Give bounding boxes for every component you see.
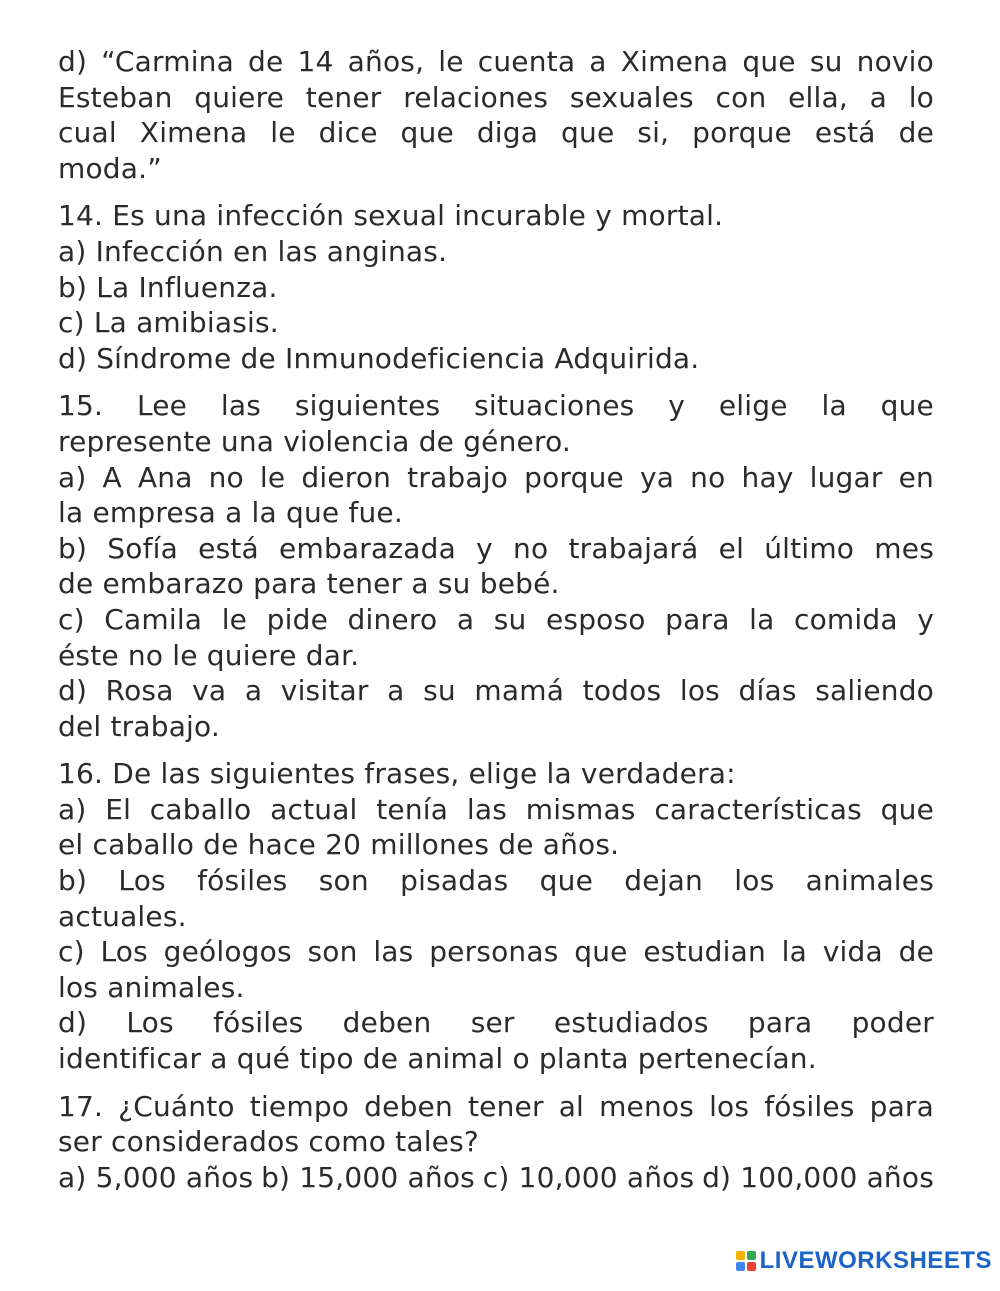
q16-option-d[interactable]: d) Los fósiles deben ser estudiados para poder (58, 1006, 934, 1040)
q13-option-d-line: Esteban quiere tener relaciones sexuales con ella, a lo (58, 80, 934, 114)
q16-option-d[interactable]: identificar a qué tipo de animal o planta pertenecían. (58, 1042, 817, 1076)
q14-option-b[interactable]: b) La Influenza. (58, 270, 278, 304)
logo-square-green (747, 1251, 756, 1260)
q15-option-b[interactable]: b) Sofía está embarazada y no trabajará el último mes (58, 531, 934, 565)
q15-option-d[interactable]: d) Rosa va a visitar a su mamá todos los días saliendo (58, 674, 934, 708)
q17-question: ser considerados como tales? (58, 1125, 479, 1159)
liveworksheets-logo-icon (736, 1251, 756, 1271)
q15-option-c[interactable]: éste no le quiere dar. (58, 638, 360, 672)
q14-option-a[interactable]: a) Infección en las anginas. (58, 234, 448, 268)
q14-question: 14. Es una infección sexual incurable y mortal. (58, 199, 724, 233)
question-14 (58, 198, 934, 376)
q15-option-b[interactable]: de embarazo para tener a su bebé. (58, 567, 560, 601)
liveworksheets-logo-text: LIVEWORKSHEETS (759, 1247, 992, 1274)
q16-question: 16. De las siguientes frases, elige la verdadera: (58, 757, 736, 791)
logo-square-blue (736, 1262, 745, 1271)
q13-option-d-line: cual Ximena le dice que diga que si, porque está de (58, 116, 934, 150)
logo-square-red (747, 1262, 756, 1271)
q17-question: 17. ¿Cuánto tiempo deben tener al menos los fósiles para (58, 1089, 934, 1123)
q15-option-d[interactable]: del trabajo. (58, 709, 220, 743)
q13-option-d-line: moda.” (58, 151, 162, 185)
worksheet-page (58, 44, 934, 1195)
question-16 (58, 756, 934, 1076)
q15-question: 15. Lee las siguientes situaciones y elige la que (58, 389, 934, 423)
q16-option-a[interactable]: a) El caballo actual tenía las mismas características que (58, 792, 934, 826)
q16-option-c[interactable]: c) Los geólogos son las personas que estudian la vida de (58, 935, 934, 969)
q15-option-c[interactable]: c) Camila le pide dinero a su esposo para la comida y (58, 602, 934, 636)
q15-option-a[interactable]: a) A Ana no le dieron trabajo porque ya no hay lugar en (58, 460, 934, 494)
q14-option-d[interactable]: d) Síndrome de Inmunodeficiencia Adquirida. (58, 341, 700, 375)
question-17 (58, 1089, 934, 1196)
q15-question: represente una violencia de género. (58, 424, 572, 458)
q16-option-c[interactable]: los animales. (58, 970, 245, 1004)
q17-option-c[interactable]: c) 10,000 años (482, 1160, 695, 1194)
logo-square-yellow (736, 1251, 745, 1260)
q17-options (58, 1160, 934, 1196)
question-15 (58, 388, 934, 744)
q16-option-b[interactable]: actuales. (58, 899, 187, 933)
q17-option-d[interactable]: d) 100,000 años (702, 1160, 934, 1194)
q17-option-b[interactable]: b) 15,000 años (261, 1160, 475, 1194)
q16-option-a[interactable]: el caballo de hace 20 millones de años. (58, 828, 620, 862)
q15-option-a[interactable]: la empresa a la que fue. (58, 496, 403, 530)
q14-option-c[interactable]: c) La amibiasis. (58, 306, 279, 340)
q13-option-d-line: d) “Carmina de 14 años, le cuenta a Ximena que su novio (58, 45, 934, 78)
q13-option-d (58, 44, 934, 186)
liveworksheets-logo[interactable] (736, 1247, 992, 1275)
q16-option-b[interactable]: b) Los fósiles son pisadas que dejan los animales (58, 864, 934, 898)
q17-option-a[interactable]: a) 5,000 años (58, 1160, 254, 1194)
